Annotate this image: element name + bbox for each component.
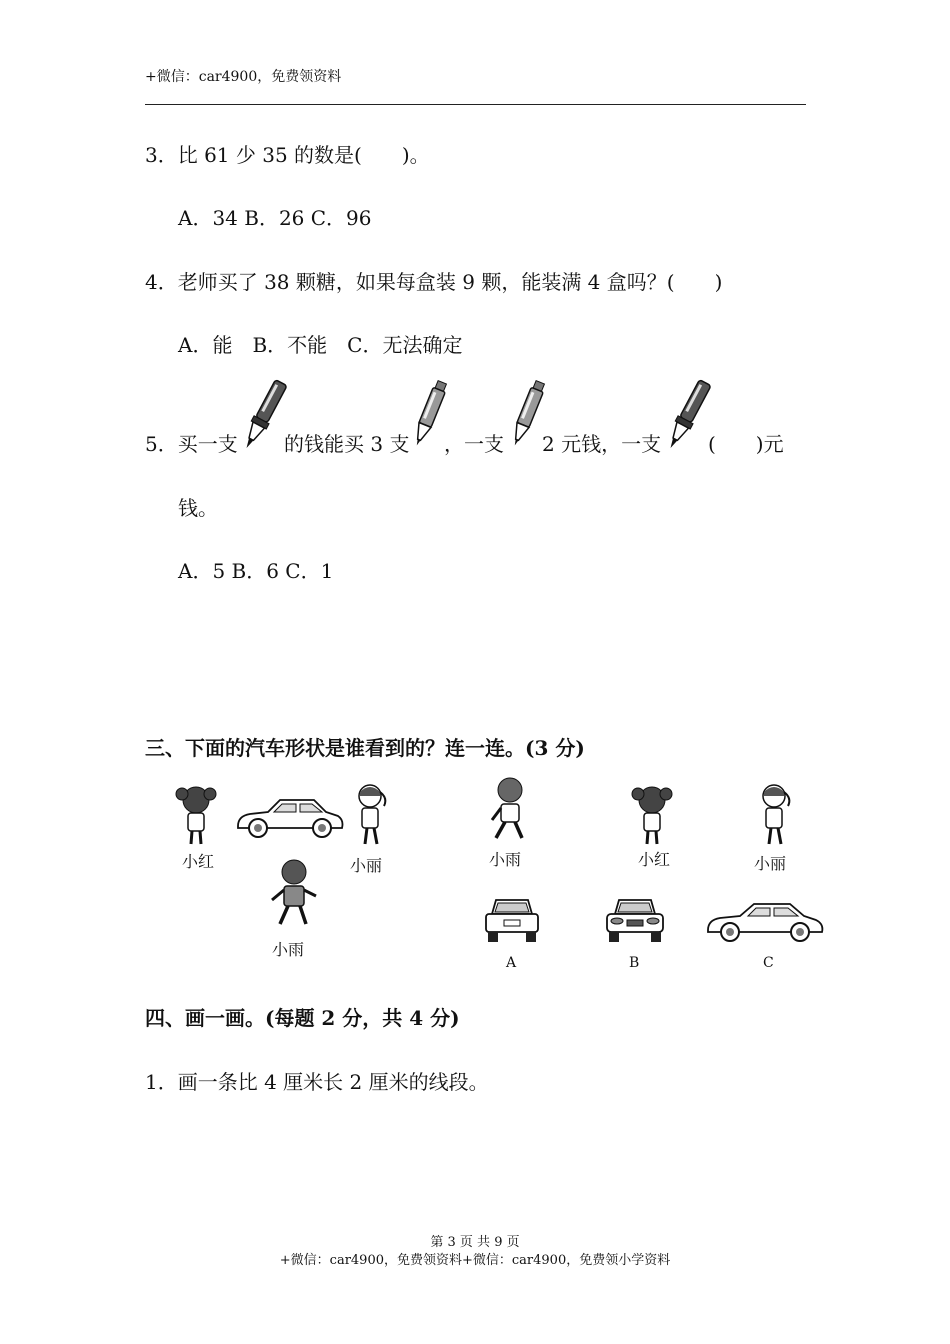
boy-front-view-icon <box>266 858 322 930</box>
car-side-view-icon <box>234 796 346 840</box>
footer-page-number: 第 3 页 共 9 页 <box>430 1235 520 1250</box>
footer-note: +微信：car4900，免费领资料+微信：car4900，免费领小学资料 <box>279 1253 671 1268</box>
fountain-pen-icon <box>664 376 710 456</box>
label-xiaoyu-right: 小雨 <box>489 850 522 869</box>
question-5-part3: ，一支 <box>444 432 504 456</box>
label-xiaohong: 小红 <box>182 852 215 871</box>
question-5-part6: 钱。 <box>178 496 218 520</box>
question-5-part1: 5．买一支 <box>145 432 238 456</box>
question-5-part4: 2 元钱，一支 <box>542 432 662 456</box>
question-4-options: A．能 B．不能 C．无法确定 <box>178 333 463 357</box>
ballpoint-pen-icon <box>412 378 448 450</box>
question-4: 4．老师买了 38 颗糖，如果每盒装 9 颗，能装满 4 盒吗？( ) <box>145 270 723 294</box>
header-note: +微信：car4900，免费领资料 <box>145 69 342 85</box>
question-3-options: A．34 B．26 C．96 <box>178 206 372 230</box>
fountain-pen-icon <box>240 376 286 456</box>
car-side-view-icon <box>704 900 826 944</box>
girl-back-view-icon <box>628 784 676 846</box>
section-4-title: 四、画一画。(每题 2 分，共 4 分) <box>145 1006 460 1030</box>
question-3: 3．比 61 少 35 的数是( )。 <box>145 143 430 167</box>
car-label-b: B <box>629 955 640 971</box>
girl-side-view-icon <box>350 782 390 846</box>
car-front-view-icon <box>603 896 667 946</box>
car-label-a: A <box>506 955 517 971</box>
girl-back-view-icon <box>172 784 220 846</box>
label-xiaoli: 小丽 <box>350 856 383 875</box>
section-3-title: 三、下面的汽车形状是谁看到的？连一连。(3 分) <box>145 736 585 760</box>
question-5-options: A．5 B．6 C．1 <box>178 559 334 583</box>
label-xiaoli-right: 小丽 <box>754 854 787 873</box>
label-xiaohong-right: 小红 <box>638 850 671 869</box>
question-5-part5: ( )元 <box>708 432 784 456</box>
section-4-question-1: 1．画一条比 4 厘米长 2 厘米的线段。 <box>145 1070 489 1094</box>
boy-side-view-icon <box>486 776 534 842</box>
header-rule <box>145 104 806 105</box>
ballpoint-pen-icon <box>510 378 546 450</box>
question-5-part2: 的钱能买 3 支 <box>284 432 410 456</box>
label-xiaoyu: 小雨 <box>272 940 305 959</box>
car-rear-view-icon <box>482 896 542 946</box>
girl-side-view-icon <box>754 782 794 846</box>
car-label-c: C <box>763 955 774 971</box>
